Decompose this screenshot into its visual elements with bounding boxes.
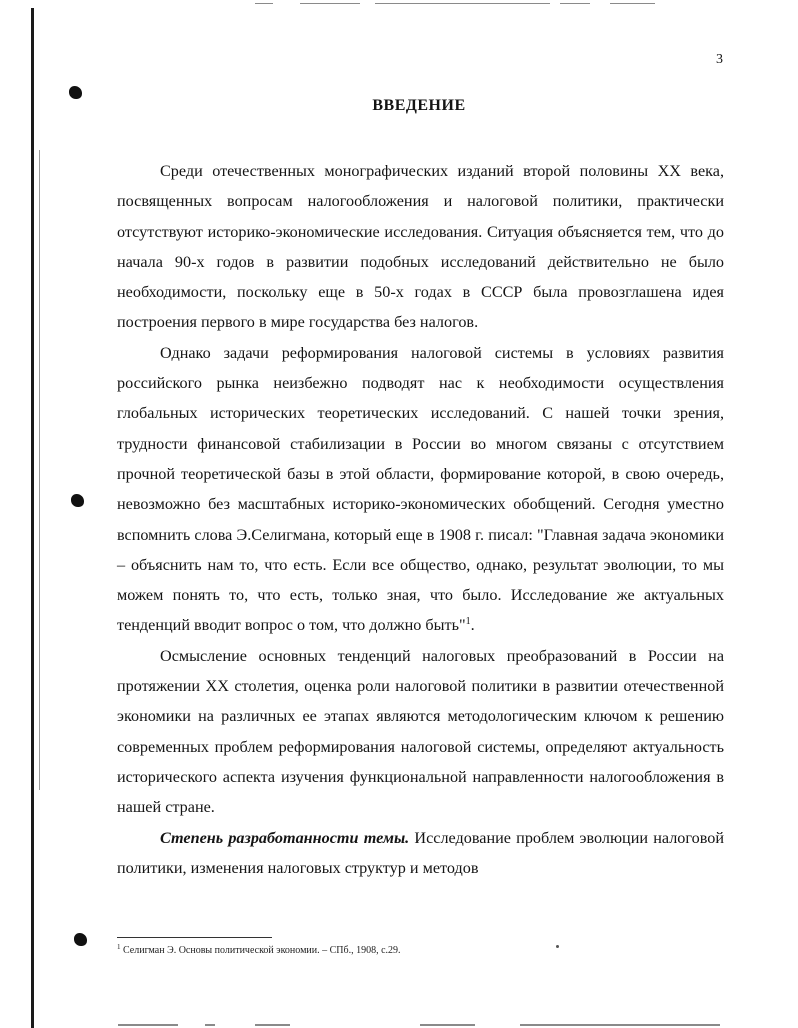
paragraph-1: Среди отечественных монографических изданий второй половины XX века, посвященных вопросам налогообложения и налоговой политики, практически отсутствуют историко-экономические исследования. Ситуация объясняется тем, что до начала 90-х годов в развитии подобных исследований действительно не было необходимости, поскольку еще в 50-х годах в СССР была провозглашена идея построения первого в мире государства без налогов. xyxy=(117,162,724,332)
scan-top-dash xyxy=(560,3,590,4)
body-text xyxy=(117,156,724,883)
scan-top-dash xyxy=(255,3,273,4)
footnote-rule xyxy=(117,937,272,938)
scan-bottom-dash xyxy=(520,1024,720,1026)
footnote-text: Селигман Э. Основы политической экономии. – СПб., 1908, с.29. xyxy=(120,945,401,956)
paragraph-4 xyxy=(117,823,724,884)
scan-bottom-dash xyxy=(205,1024,215,1026)
scan-top-dash xyxy=(375,3,550,4)
scan-left-edge-shadow xyxy=(39,150,40,790)
footnote-reference: 1 xyxy=(465,616,471,628)
punch-hole-mark xyxy=(74,933,87,946)
scan-bottom-dash xyxy=(255,1024,290,1026)
scan-bottom-dash xyxy=(118,1024,178,1026)
scan-bottom-dash xyxy=(420,1024,475,1026)
paragraph-3: Осмысление основных тенденций налоговых преобразований в России на протяжении XX столетия, оценка роли налоговой политики в развитии отечественной экономики на различных ее этапах являются методологическим ключом к решению современных проблем реформирования налоговой системы, определяют актуальность исторического аспекта изучения функциональной направленности налогообложения в нашей стране. xyxy=(117,646,724,817)
scan-left-edge xyxy=(31,8,34,1028)
paragraph-2-text: Однако задачи реформирования налоговой системы в условиях развития российского рынка неизбежно подводят нас к необходимости осуществления глобальных исторических теоретических исследований. С нашей точки зрения, трудности финансовой стабилизации в России во многом связаны с отсутствием прочной теоретической базы в этой области, формирование которой, в свою очередь, невозможно без масштабных историко-экономических обобщений. Сегодня уместно вспомнить слова Э.Селигмана, который еще в 1908 г. писал: "Главная задача экономики – объяснить нам то, что есть. Если все общество, однако, результат эволюции, то мы можем понять то, что есть, только зная, что было. Исследование же актуальных тенденций вводит вопрос о том, что должно быть" xyxy=(117,343,724,635)
footnote-marker: 1 xyxy=(117,943,121,951)
section-heading: ВВЕДЕНИЕ xyxy=(372,97,466,114)
scan-top-dash xyxy=(300,3,360,4)
paragraph-4-lead-term: Степень разработанности темы. xyxy=(160,828,410,847)
punch-hole-mark xyxy=(71,494,84,507)
scan-speck xyxy=(556,945,559,948)
footnote xyxy=(117,943,401,956)
paragraph-2-end: . xyxy=(470,616,475,635)
paragraph-4-text: Исследование проблем эволюции налоговой политики, изменения налоговых структур и методов xyxy=(117,828,724,877)
page-number: 3 xyxy=(716,52,723,67)
paragraph-2 xyxy=(117,338,724,641)
scan-top-dash xyxy=(610,3,655,4)
